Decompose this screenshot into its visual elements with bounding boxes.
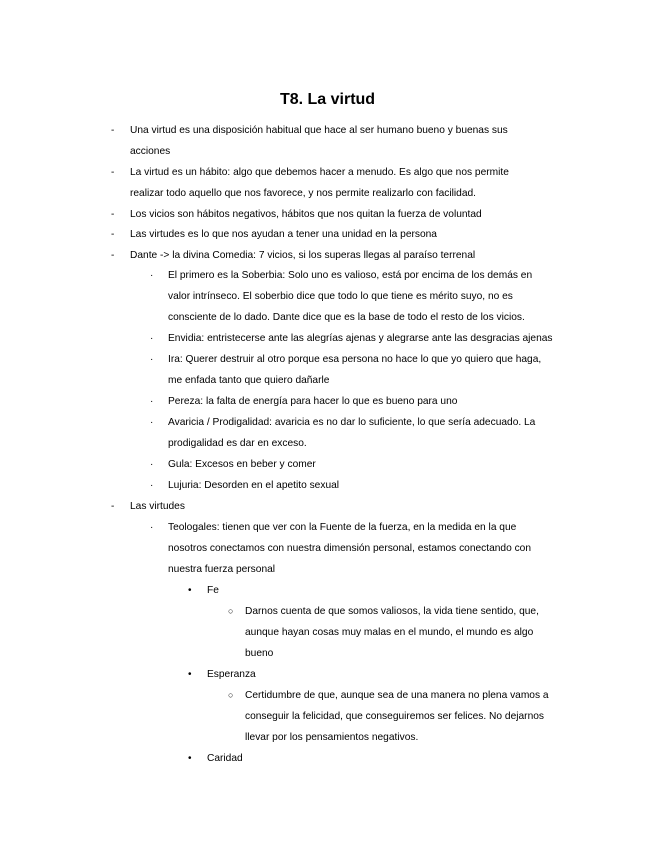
item-line: Dante -> la divina Comedia: 7 vicios, si los superas llegas al paraíso terrenal [130, 250, 476, 261]
list-marker: - [111, 125, 115, 136]
list-marker: · [150, 396, 154, 407]
list-marker: · [150, 459, 154, 470]
item-line: Avaricia / Prodigalidad: avaricia es no dar lo suficiente, lo que sería adecuado. La [168, 417, 536, 428]
item-line: conseguir la felicidad, que conseguiremos ser felices. No dejarnos [245, 711, 544, 722]
list-marker: · [150, 270, 154, 281]
item-line: Lujuria: Desorden en el apetito sexual [168, 480, 340, 491]
item-line: consciente de lo dado. Dante dice que es la base de todo el resto de los vicios. [168, 312, 525, 323]
item-line: nuestra fuerza personal [168, 564, 276, 575]
document-title: T8. La virtud [279, 91, 376, 108]
list-marker: · [150, 354, 154, 365]
item-line: Certidumbre de que, aunque sea de una manera no plena vamos a [245, 690, 549, 701]
item-line: Darnos cuenta de que somos valiosos, la vida tiene sentido, que, [245, 606, 539, 617]
item-line: Pereza: la falta de energía para hacer lo que es bueno para uno [168, 396, 458, 407]
list-marker: · [150, 522, 154, 533]
item-line: Los vicios son hábitos negativos, hábitos que nos quitan la fuerza de voluntad [130, 209, 482, 220]
item-line: llevar por los pensamientos negativos. [245, 732, 419, 743]
item-line: Las virtudes es lo que nos ayudan a tener una unidad en la persona [130, 229, 437, 240]
list-marker: • [188, 585, 192, 596]
item-line: realizar todo aquello que nos favorece, y nos permite realizarlo con facilidad. [130, 188, 477, 199]
list-marker: • [188, 669, 192, 680]
item-line: Una virtud es una disposición habitual que hace al ser humano bueno y buenas sus [130, 125, 508, 136]
item-line: Caridad [207, 753, 243, 764]
item-line: acciones [130, 146, 171, 157]
list-marker: • [188, 753, 192, 764]
item-line: Esperanza [207, 669, 256, 680]
item-line: El primero es la Soberbia: Solo uno es valioso, está por encima de los demás en [168, 270, 533, 281]
list-marker: ○ [228, 690, 234, 700]
list-marker: · [150, 333, 154, 344]
list-marker: - [111, 501, 115, 512]
item-line: Envidia: entristecerse ante las alegrías ajenas y alegrarse ante las desgracias ajenas [168, 333, 553, 344]
item-line: prodigalidad es dar en exceso. [168, 438, 307, 449]
list-marker: - [111, 229, 115, 240]
item-line: nosotros conectamos con nuestra dimensión personal, estamos conectando con [168, 543, 531, 554]
item-line: valor intrínseco. El soberbio dice que todo lo que tiene es mérito suyo, no es [168, 291, 513, 302]
item-line: Gula: Excesos en beber y comer [168, 459, 316, 470]
list-marker: - [111, 209, 115, 220]
list-marker: · [150, 417, 154, 428]
item-line: La virtud es un hábito: algo que debemos hacer a menudo. Es algo que nos permite [130, 167, 509, 178]
list-marker: · [150, 480, 154, 491]
list-marker: - [111, 250, 115, 261]
list-marker: ○ [228, 606, 234, 616]
item-line: Las virtudes [130, 501, 185, 512]
item-line: Fe [207, 585, 219, 596]
item-line: Teologales: tienen que ver con la Fuente de la fuerza, en la medida en la que [168, 522, 517, 533]
item-line: aunque hayan cosas muy malas en el mundo, el mundo es algo [245, 627, 534, 638]
item-line: me enfada tanto que quiero dañarle [168, 375, 330, 386]
list-marker: - [111, 167, 115, 178]
item-line: Ira: Querer destruir al otro porque esa persona no hace lo que yo quiero que haga, [168, 354, 542, 365]
item-line: bueno [245, 648, 274, 659]
